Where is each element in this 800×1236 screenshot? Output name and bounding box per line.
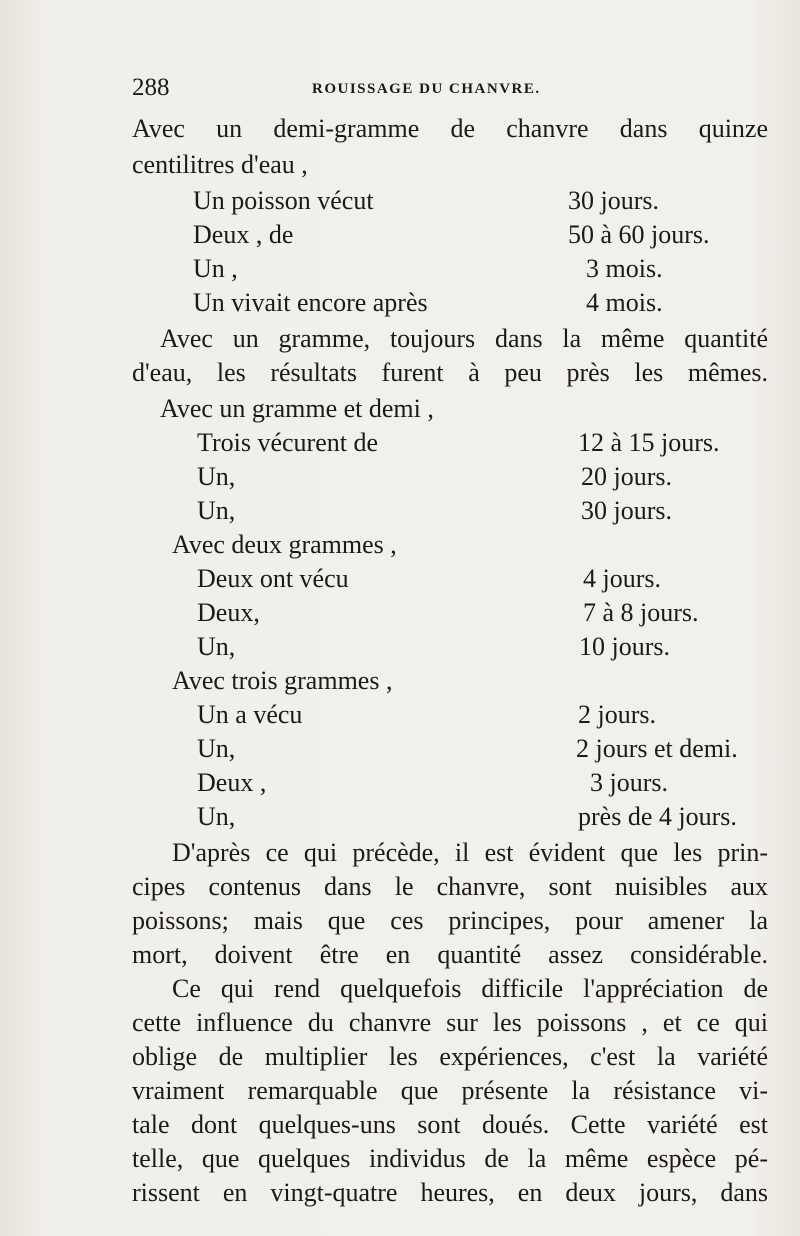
row-label: Deux, <box>197 598 260 627</box>
text-line: cette influence du chanvre sur les poissons , et ce qui <box>132 1008 768 1037</box>
text-line: Avec deux grammes , <box>172 530 397 559</box>
row-value: 2 jours. <box>578 700 656 729</box>
row-value: 4 jours. <box>583 564 661 593</box>
row-value: 2 jours et demi. <box>576 734 738 763</box>
table-row <box>0 218 800 252</box>
row-label: Deux , de <box>193 220 294 249</box>
text-line: vraiment remarquable que présente la résistance vi- <box>132 1076 768 1105</box>
row-label: Un, <box>197 496 236 525</box>
row-value: 20 jours. <box>581 462 672 491</box>
text-line: mort, doivent être en quantité assez considérable. <box>132 940 768 969</box>
text-line: Avec un gramme et demi , <box>160 394 434 423</box>
row-value: près de 4 jours. <box>578 802 737 831</box>
row-value: 3 jours. <box>590 768 668 797</box>
table-row <box>0 184 800 218</box>
running-title: ROUISSAGE DU CHANVRE. <box>312 81 541 97</box>
row-label: Un poisson vécut <box>193 186 374 215</box>
table-row <box>0 286 800 320</box>
row-value: 30 jours. <box>568 186 659 215</box>
page-number: 288 <box>132 74 170 101</box>
row-value: 30 jours. <box>581 496 672 525</box>
text-line: oblige de multiplier les expériences, c'est la variété <box>132 1042 768 1071</box>
text-line: centilitres d'eau , <box>132 150 308 179</box>
row-value: 50 à 60 jours. <box>568 220 710 249</box>
text-line: Ce qui rend quelquefois difficile l'appréciation de <box>172 974 768 1003</box>
text-line: tale dont quelques-uns sont doués. Cette variété est <box>132 1110 768 1139</box>
text-line: Avec un gramme, toujours dans la même quantité <box>160 324 768 353</box>
table-row <box>0 630 800 664</box>
table-row <box>0 426 800 460</box>
text-line: Avec un demi-gramme de chanvre dans quinze <box>132 114 768 143</box>
row-label: Un, <box>197 632 236 661</box>
row-label: Trois vécurent de <box>197 428 379 457</box>
table-row <box>0 800 800 834</box>
text-line: cipes contenus dans le chanvre, sont nuisibles aux <box>132 872 768 901</box>
table-row <box>0 732 800 766</box>
text-line: D'après ce qui précède, il est évident que les prin- <box>172 838 768 867</box>
page-header <box>132 70 768 106</box>
row-value: 7 à 8 jours. <box>583 598 699 627</box>
text-line: poissons; mais que ces principes, pour amener la <box>132 906 768 935</box>
table-row <box>0 562 800 596</box>
table-row <box>0 460 800 494</box>
row-value: 12 à 15 jours. <box>578 428 720 457</box>
row-label: Un vivait encore après <box>193 288 428 317</box>
row-label: Un a vécu <box>197 700 303 729</box>
row-label: Un, <box>197 462 236 491</box>
table-row <box>0 252 800 286</box>
row-value: 10 jours. <box>579 632 670 661</box>
row-label: Deux ont vécu <box>197 564 349 593</box>
row-label: Un, <box>197 802 236 831</box>
table-row <box>0 766 800 800</box>
table-row <box>0 698 800 732</box>
text-line: rissent en vingt-quatre heures, en deux jours, dans <box>132 1178 768 1207</box>
text-line: telle, que quelques individus de la même espèce pé- <box>132 1144 768 1173</box>
table-row <box>0 596 800 630</box>
text-line: Avec trois grammes , <box>172 666 393 695</box>
table-row <box>0 494 800 528</box>
text-line: d'eau, les résultats furent à peu près les mêmes. <box>132 358 768 387</box>
row-label: Un, <box>197 734 236 763</box>
row-label: Deux , <box>197 768 267 797</box>
row-label: Un , <box>193 254 238 283</box>
row-value: 3 mois. <box>586 254 663 283</box>
row-value: 4 mois. <box>586 288 663 317</box>
